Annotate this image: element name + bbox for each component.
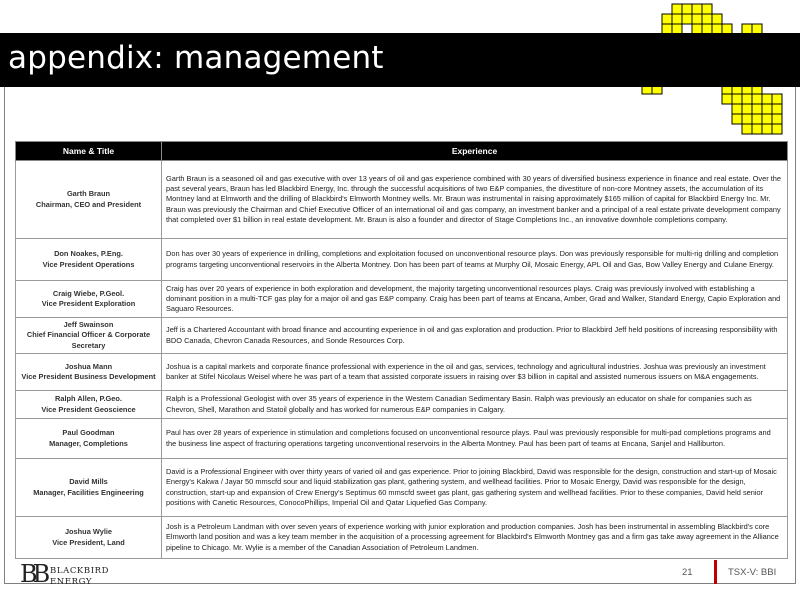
person-name: Ralph Allen, P.Geo.: [55, 394, 122, 404]
table-row: [16, 318, 788, 354]
logo-text-energy: ENERGY: [50, 577, 93, 587]
name-cell: [16, 239, 162, 281]
table-row: [16, 391, 788, 419]
table-row: [16, 459, 788, 517]
logo-text-blackbird: BLACKBIRD: [50, 566, 110, 576]
person-title: Vice President Operations: [42, 259, 135, 269]
experience-cell: Ralph is a Professional Geologist with over 35 years of experience in the Western Canadian Sedimentary Basin. Ralph was previously an educator on shale for companies such as Chevron, Shell, Marathon and Statoil globally and has worked for numerous E&P companies in Calgary.: [162, 391, 788, 419]
person-title: Vice President Exploration: [41, 299, 136, 308]
ticker-symbol: TSX-V: BBI: [728, 567, 777, 578]
experience-cell: Garth Braun is a seasoned oil and gas executive with over 13 years of oil and gas experience combined with 30 years of diversified business experience in finance and real estate. Over the past several years, Braun has led Blackbird Energy, Inc. through the successful acquisitions of two E&P companies, the divestiture of non-core Montney assets, the accumulation of its Montney land at Elmworth and the drilling of Blackbird's Elmworth Montney wells. Mr. Braun was instrumental in raising approximately $165 million of capital for Blackbird Energy Inc. Mr. Braun was previously the Chairman and Chief Executive Officer of an international oil and gas company, an investment banker and a principal of a real estate private development company that completed over $1 billion in real estate development. Mr. Braun is also a founder and director of Stage Completions Inc., an innovative downhole completions company.: [162, 161, 788, 239]
header-name-title: Name & Title: [16, 142, 162, 161]
table-row: [16, 239, 788, 281]
header-experience: Experience: [162, 142, 788, 161]
table-row: [16, 281, 788, 318]
name-cell: [16, 391, 162, 419]
person-title: Chairman, CEO and President: [35, 199, 142, 209]
blackbird-logo-mark: BB: [20, 560, 46, 588]
experience-cell: Jeff is a Chartered Accountant with broad finance and accounting experience in oil and gas exploration and production. Prior to Blackbird Jeff held positions of increasing responsibility with BDO Canada, Chevron Canada Resources, and Sonde Resources Corp.: [162, 318, 788, 354]
person-title: Vice President Geoscience: [41, 404, 136, 414]
person-title: Manager, Completions: [49, 438, 128, 448]
name-cell: [16, 354, 162, 391]
person-name: Joshua Wylie: [64, 527, 113, 537]
person-title: Manager, Facilities Engineering: [33, 487, 144, 497]
experience-cell: Craig has over 20 years of experience in both exploration and development, the majority targeting unconventional resources plays. Craig was previously involved with establishing a dominant position in a multi-TCF gas play for a major oil and gas E&P company. Craig has been part of teams at Encana, Amber, Grad and Walker, Standard Energy, Capio Exploration and Saguaro Resources.: [162, 281, 788, 318]
experience-cell: Paul has over 28 years of experience in stimulation and completions focused on unconventional resource plays. Paul was previously responsible for multi-pad completions programs and the business line aspect of fracturing operations targeting unconventional reservoirs in the Alberta Montney. Paul has been part of teams at Encana, Sanjel and Halliburton.: [162, 419, 788, 459]
person-title: Vice President Business Development: [21, 372, 156, 381]
name-cell: [16, 281, 162, 318]
person-name: Craig Wiebe, P.Geol.: [52, 288, 125, 298]
experience-cell: David is a Professional Engineer with over thirty years of varied oil and gas experience. Prior to joining Blackbird, David was responsible for the design, construction and start-up of Mosaic Energy's Kakwa / Jayar 50 mmscfd sour and liquid stabilization gas plant, gathering system, and wellhead facilities. Prior to Mosaic Energy, David was responsible for the design, construction, start-up and expansion of Crew Energy's Septimus 60 mmscfd sweet gas plant, gas gathering system and wellhead facilities. Prior to these companies, David held senior positions with Canetic Resources, ConocoPhillips, Imperial Oil and Qatar Liquefied Gas Company.: [162, 459, 788, 517]
table-row: [16, 354, 788, 391]
footer-divider: [714, 560, 717, 584]
person-name: Don Noakes, P.Eng.: [54, 249, 123, 259]
person-title: Vice President, Land: [52, 537, 125, 547]
person-name: David Mills: [69, 477, 108, 487]
experience-cell: Josh is a Petroleum Landman with over seven years of experience working with junior exploration and production companies. Josh has been instrumental in assembling Blackbird's core Elmworth land position and was a key team member in the acquisition of a processing agreement for Blackbird's Elmworth Montney gas and a firm gas take away agreement in the Alliance pipeline to Chicago. Mr. Wylie is a member of the Canadian Association of Petroleum Landmen.: [162, 517, 788, 559]
person-name: Paul Goodman: [62, 428, 115, 438]
experience-cell: Don has over 30 years of experience in drilling, completions and exploitation focused on unconventional resource plays. Don was previously responsible for multi-rig drilling and completion programs targeting unconventional reservoirs in the Alberta Montney. Don has been part of teams at Murphy Oil, Mosaic Energy, APL Oil and Gas, Bow Valley Energy and Culane Energy.: [162, 239, 788, 281]
management-table: [15, 141, 788, 559]
name-cell: [16, 161, 162, 239]
person-name: Garth Braun: [66, 189, 111, 199]
page-number: 21: [682, 567, 693, 578]
name-cell: [16, 419, 162, 459]
name-cell: [16, 517, 162, 559]
table-row: [16, 517, 788, 559]
experience-cell: Joshua is a capital markets and corporate finance professional with experience in the oil and gas, services, technology and agricultural industries. Joshua was previously an investment banker at Stifel Nicolaus Weisel where he was part of a team that assisted corporate issuers in raising over $3 billion in capital and assisted numerous issuers on M&A engagements.: [162, 354, 788, 391]
table-header-row: [16, 142, 788, 161]
person-name: Jeff Swainson: [63, 320, 114, 330]
page-title: appendix: management: [8, 40, 384, 76]
person-name: Joshua Mann: [64, 361, 113, 371]
person-title: Chief Financial Officer & Corporate Secretary: [26, 330, 151, 350]
name-cell: [16, 459, 162, 517]
table-row: [16, 419, 788, 459]
name-cell: [16, 318, 162, 354]
table-row: [16, 161, 788, 239]
